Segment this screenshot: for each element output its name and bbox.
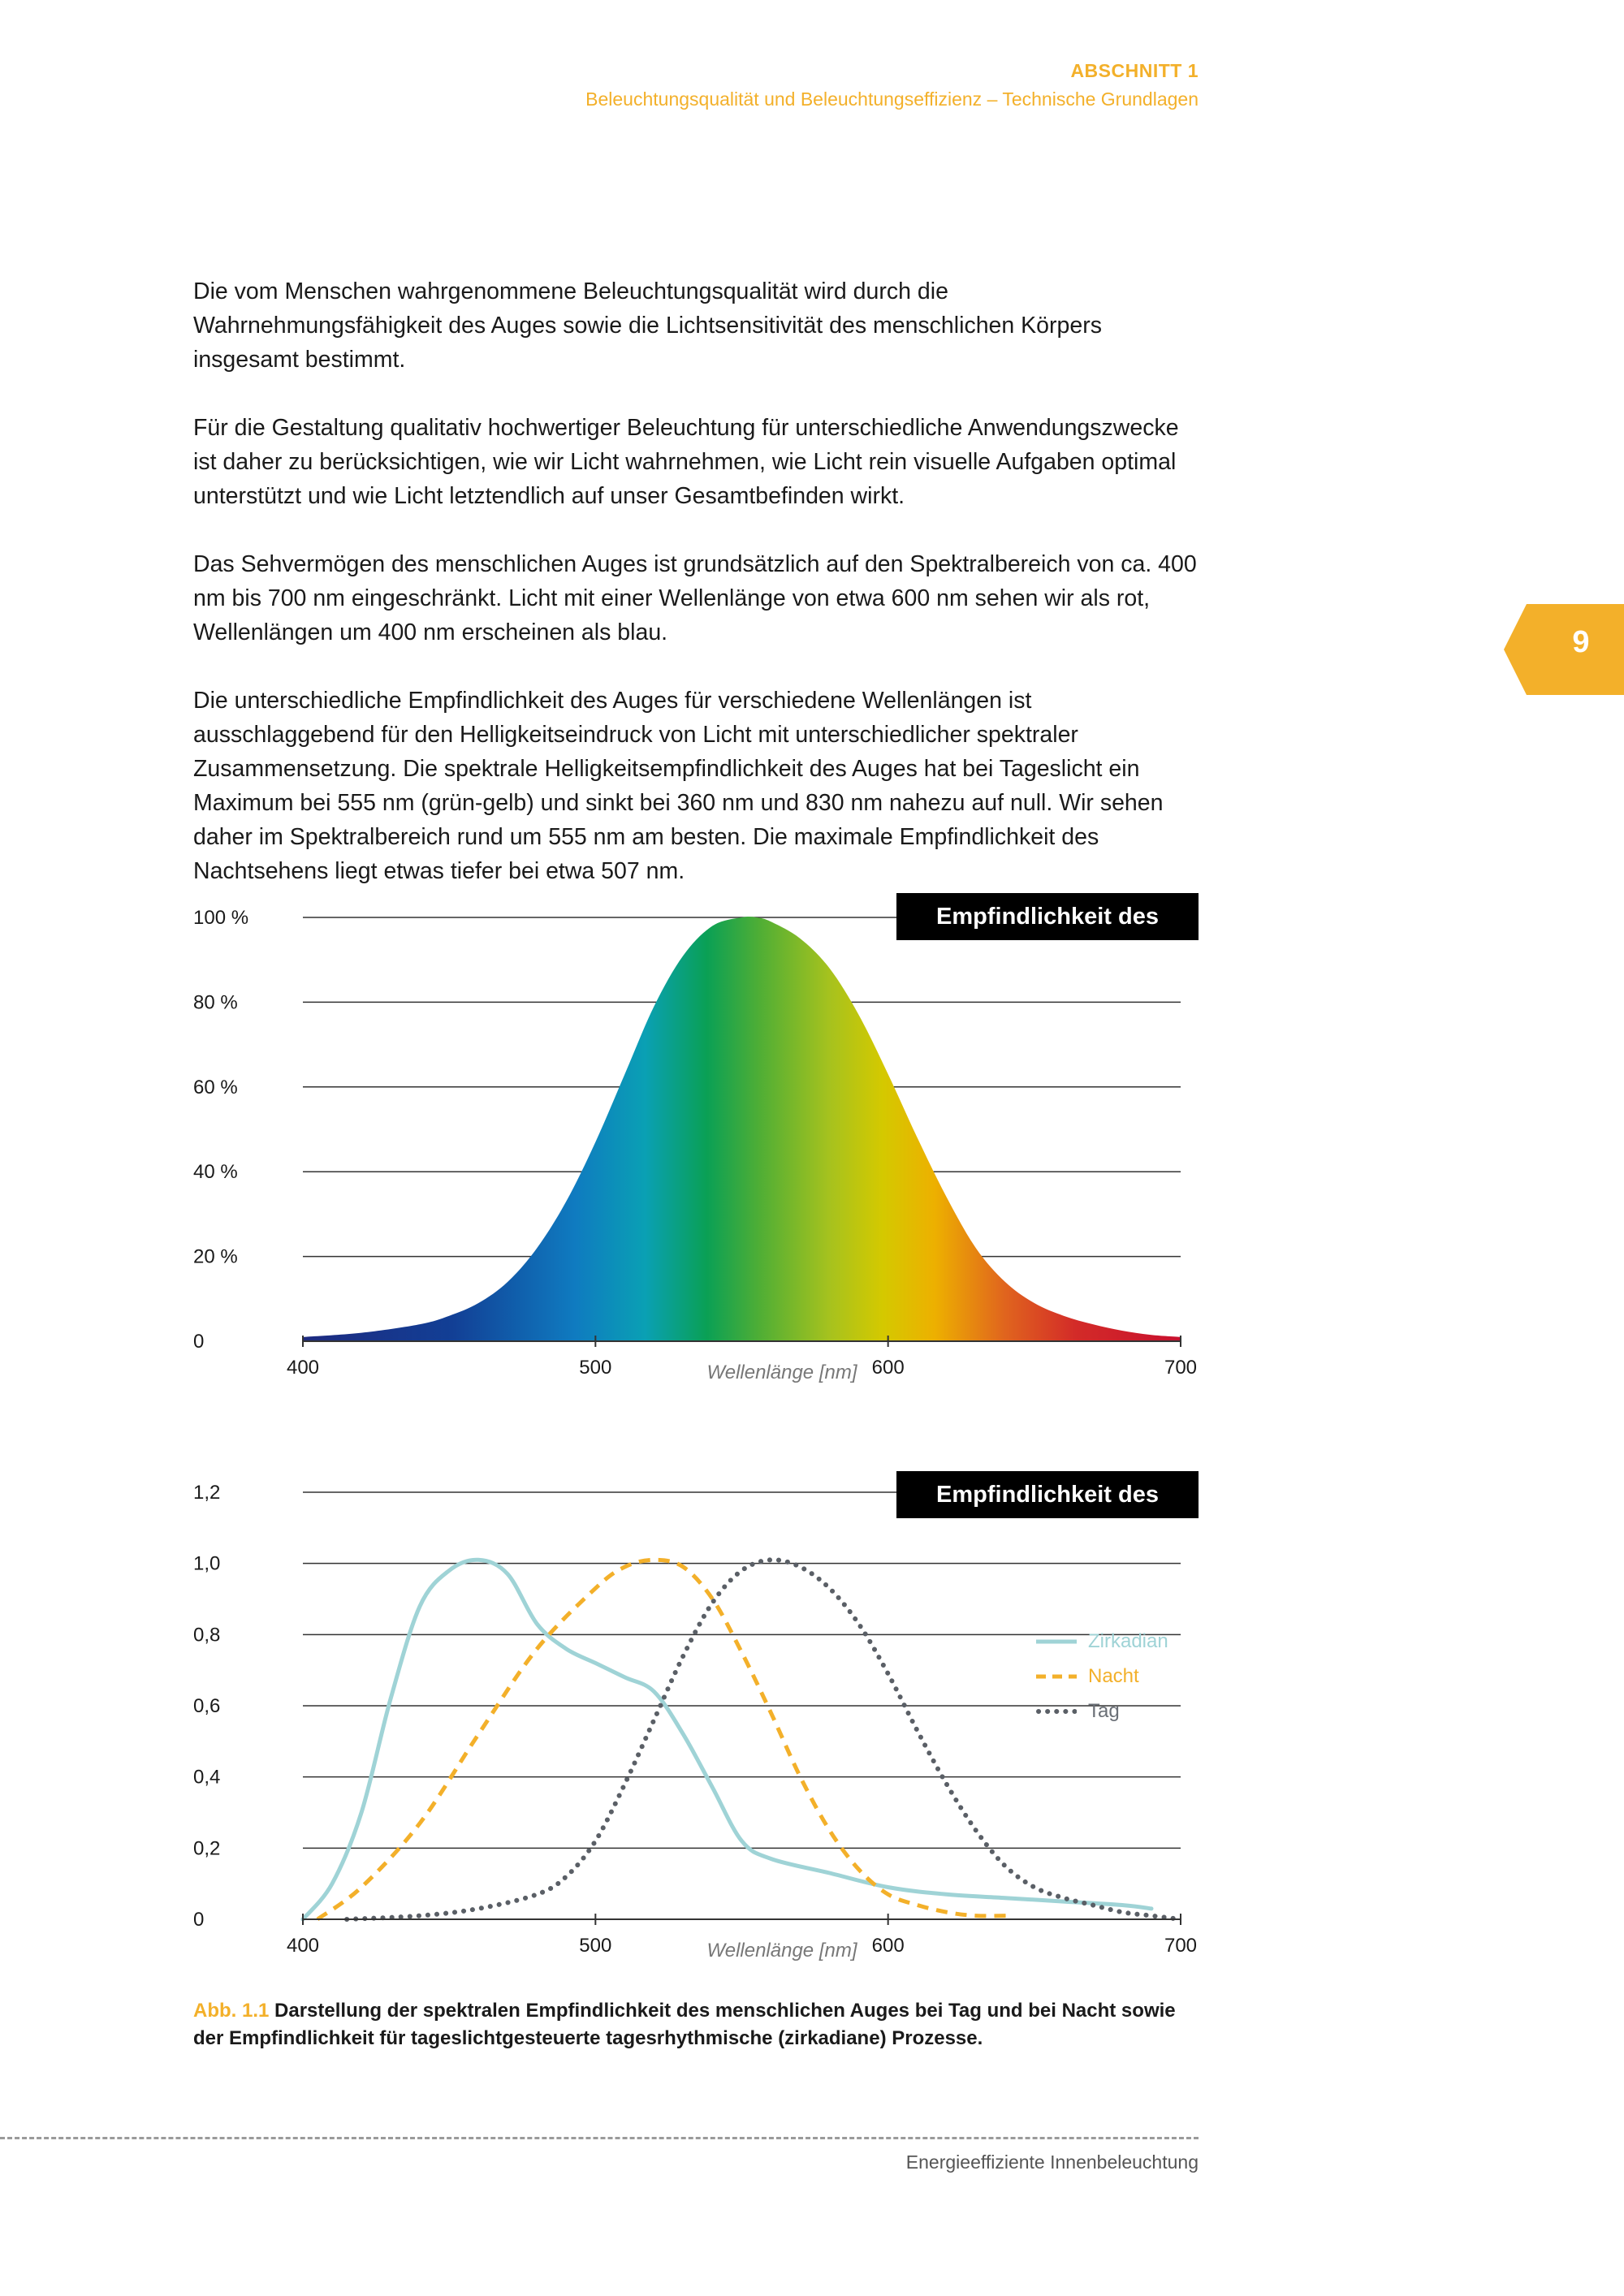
body-text <box>193 274 1199 922</box>
legend-label: Nacht <box>1088 1664 1139 1687</box>
caption-label: Abb. 1.1 <box>193 2000 270 2022</box>
x-tick-label: 700 <box>1164 1357 1198 1379</box>
chart2-legend <box>1036 1624 1168 1728</box>
x-tick-label: 500 <box>579 1935 612 1957</box>
page-number-tab <box>1504 604 1624 695</box>
page-number: 9 <box>1572 625 1590 659</box>
chart2-title: Empfindlichkeit des Auges <box>896 1471 1199 1518</box>
legend-item-nacht <box>1036 1659 1168 1694</box>
y-tick-label: 0 <box>193 1909 205 1931</box>
legend-label: Tag <box>1088 1699 1120 1722</box>
x-tick-label: 600 <box>871 1935 905 1957</box>
section-header <box>585 60 1199 110</box>
y-tick-label: 1,2 <box>193 1482 221 1504</box>
y-tick-label: 80 % <box>193 991 238 1014</box>
footer-divider <box>0 2137 1199 2139</box>
legend-label: Zirkadian <box>1088 1629 1168 1652</box>
legend-swatch-zirkadian <box>1036 1638 1077 1646</box>
chart-day-night-circadian <box>0 1461 1624 1981</box>
x-axis-label: Wellenlänge [nm] <box>706 1940 857 1962</box>
paragraph: Die vom Menschen wahrgenommene Beleuchtungsqualität wird durch die Wahrnehmungsfähigkeit des Auges sowie die Lichtsensitivität des menschlichen Körpers insgesamt bestimmt. <box>193 278 1102 373</box>
series-line-zirkadian <box>303 1560 1151 1919</box>
y-tick-label: 100 % <box>193 907 249 929</box>
y-tick-label: 60 % <box>193 1076 238 1098</box>
y-tick-label: 40 % <box>193 1161 238 1184</box>
figure-caption <box>193 1997 1208 2052</box>
x-tick-label: 500 <box>579 1357 612 1379</box>
y-tick-label: 0,2 <box>193 1837 221 1860</box>
x-tick-label: 400 <box>286 1357 320 1379</box>
legend-item-zirkadian <box>1036 1624 1168 1659</box>
section-subtitle: Beleuchtungsqualität und Beleuchtungseffizienz – Technische Grundlagen <box>585 88 1199 110</box>
section-label: ABSCHNITT 1 <box>1070 60 1199 81</box>
y-tick-label: 0,6 <box>193 1695 221 1717</box>
chart1-svg <box>0 877 1624 1396</box>
series-line-tag <box>347 1560 1181 1919</box>
y-tick-label: 0,8 <box>193 1624 221 1646</box>
legend-swatch-nacht <box>1036 1672 1077 1681</box>
legend-item-tag <box>1036 1694 1168 1728</box>
chart-spectral-sensitivity <box>0 877 1624 1396</box>
series-line-nacht <box>317 1560 1011 1919</box>
chart1-title: Empfindlichkeit des Auges <box>896 893 1199 940</box>
paragraph: Das Sehvermögen des menschlichen Auges ist grundsätzlich auf den Spektralbereich von ca. 400 nm bis 700 nm eingeschränkt. Licht mit einer Wellenlänge von etwa 600 nm sehen wir als rot, Wellenlängen um 400 nm erscheinen als blau. <box>193 551 1197 645</box>
x-axis-label: Wellenlänge [nm] <box>706 1362 857 1383</box>
y-tick-label: 0,4 <box>193 1766 221 1789</box>
x-tick-label: 700 <box>1164 1935 1198 1957</box>
legend-swatch-tag <box>1036 1707 1077 1716</box>
x-tick-label: 400 <box>286 1935 320 1957</box>
y-tick-label: 1,0 <box>193 1552 221 1575</box>
chart2-svg <box>0 1461 1624 1981</box>
x-tick-label: 600 <box>871 1357 905 1379</box>
y-tick-label: 20 % <box>193 1245 238 1268</box>
y-tick-label: 0 <box>193 1331 205 1353</box>
paragraph: Die unterschiedliche Empfindlichkeit des Auges für verschiedene Wellenlängen ist ausschlaggebend für den Helligkeitseindruck von Licht mit unterschiedlicher spektraler Zusammensetzung. Die spektrale Helligkeitsempfindlichkeit des Auges hat bei Tageslicht ein Maximum bei 555 nm (grün-gelb) und sinkt bei 360 nm und 830 nm nahezu auf null. Wir sehen daher im Spektralbereich rund um 555 nm am besten. Die maximale Empfindlichkeit des Nachtsehens liegt etwas tiefer bei etwa 507 nm. <box>193 688 1164 884</box>
paragraph: Für die Gestaltung qualitativ hochwertiger Beleuchtung für unterschiedliche Anwendungszwecke ist daher zu berücksichtigen, wie wir Licht wahrnehmen, wie Licht rein visuelle Aufgaben optimal unterstützt und wie Licht letztendlich auf unser Gesamtbefinden wirkt. <box>193 415 1179 509</box>
footer-title: Energieeffiziente Innenbeleuchtung <box>905 2151 1199 2173</box>
caption-text: Darstellung der spektralen Empfindlichkeit des menschlichen Auges bei Tag und bei Nacht sowie der Empfindlichkeit für tageslichtgesteuerte tagesrhythmische (zirkadiane) Prozesse. <box>193 2000 1176 2049</box>
